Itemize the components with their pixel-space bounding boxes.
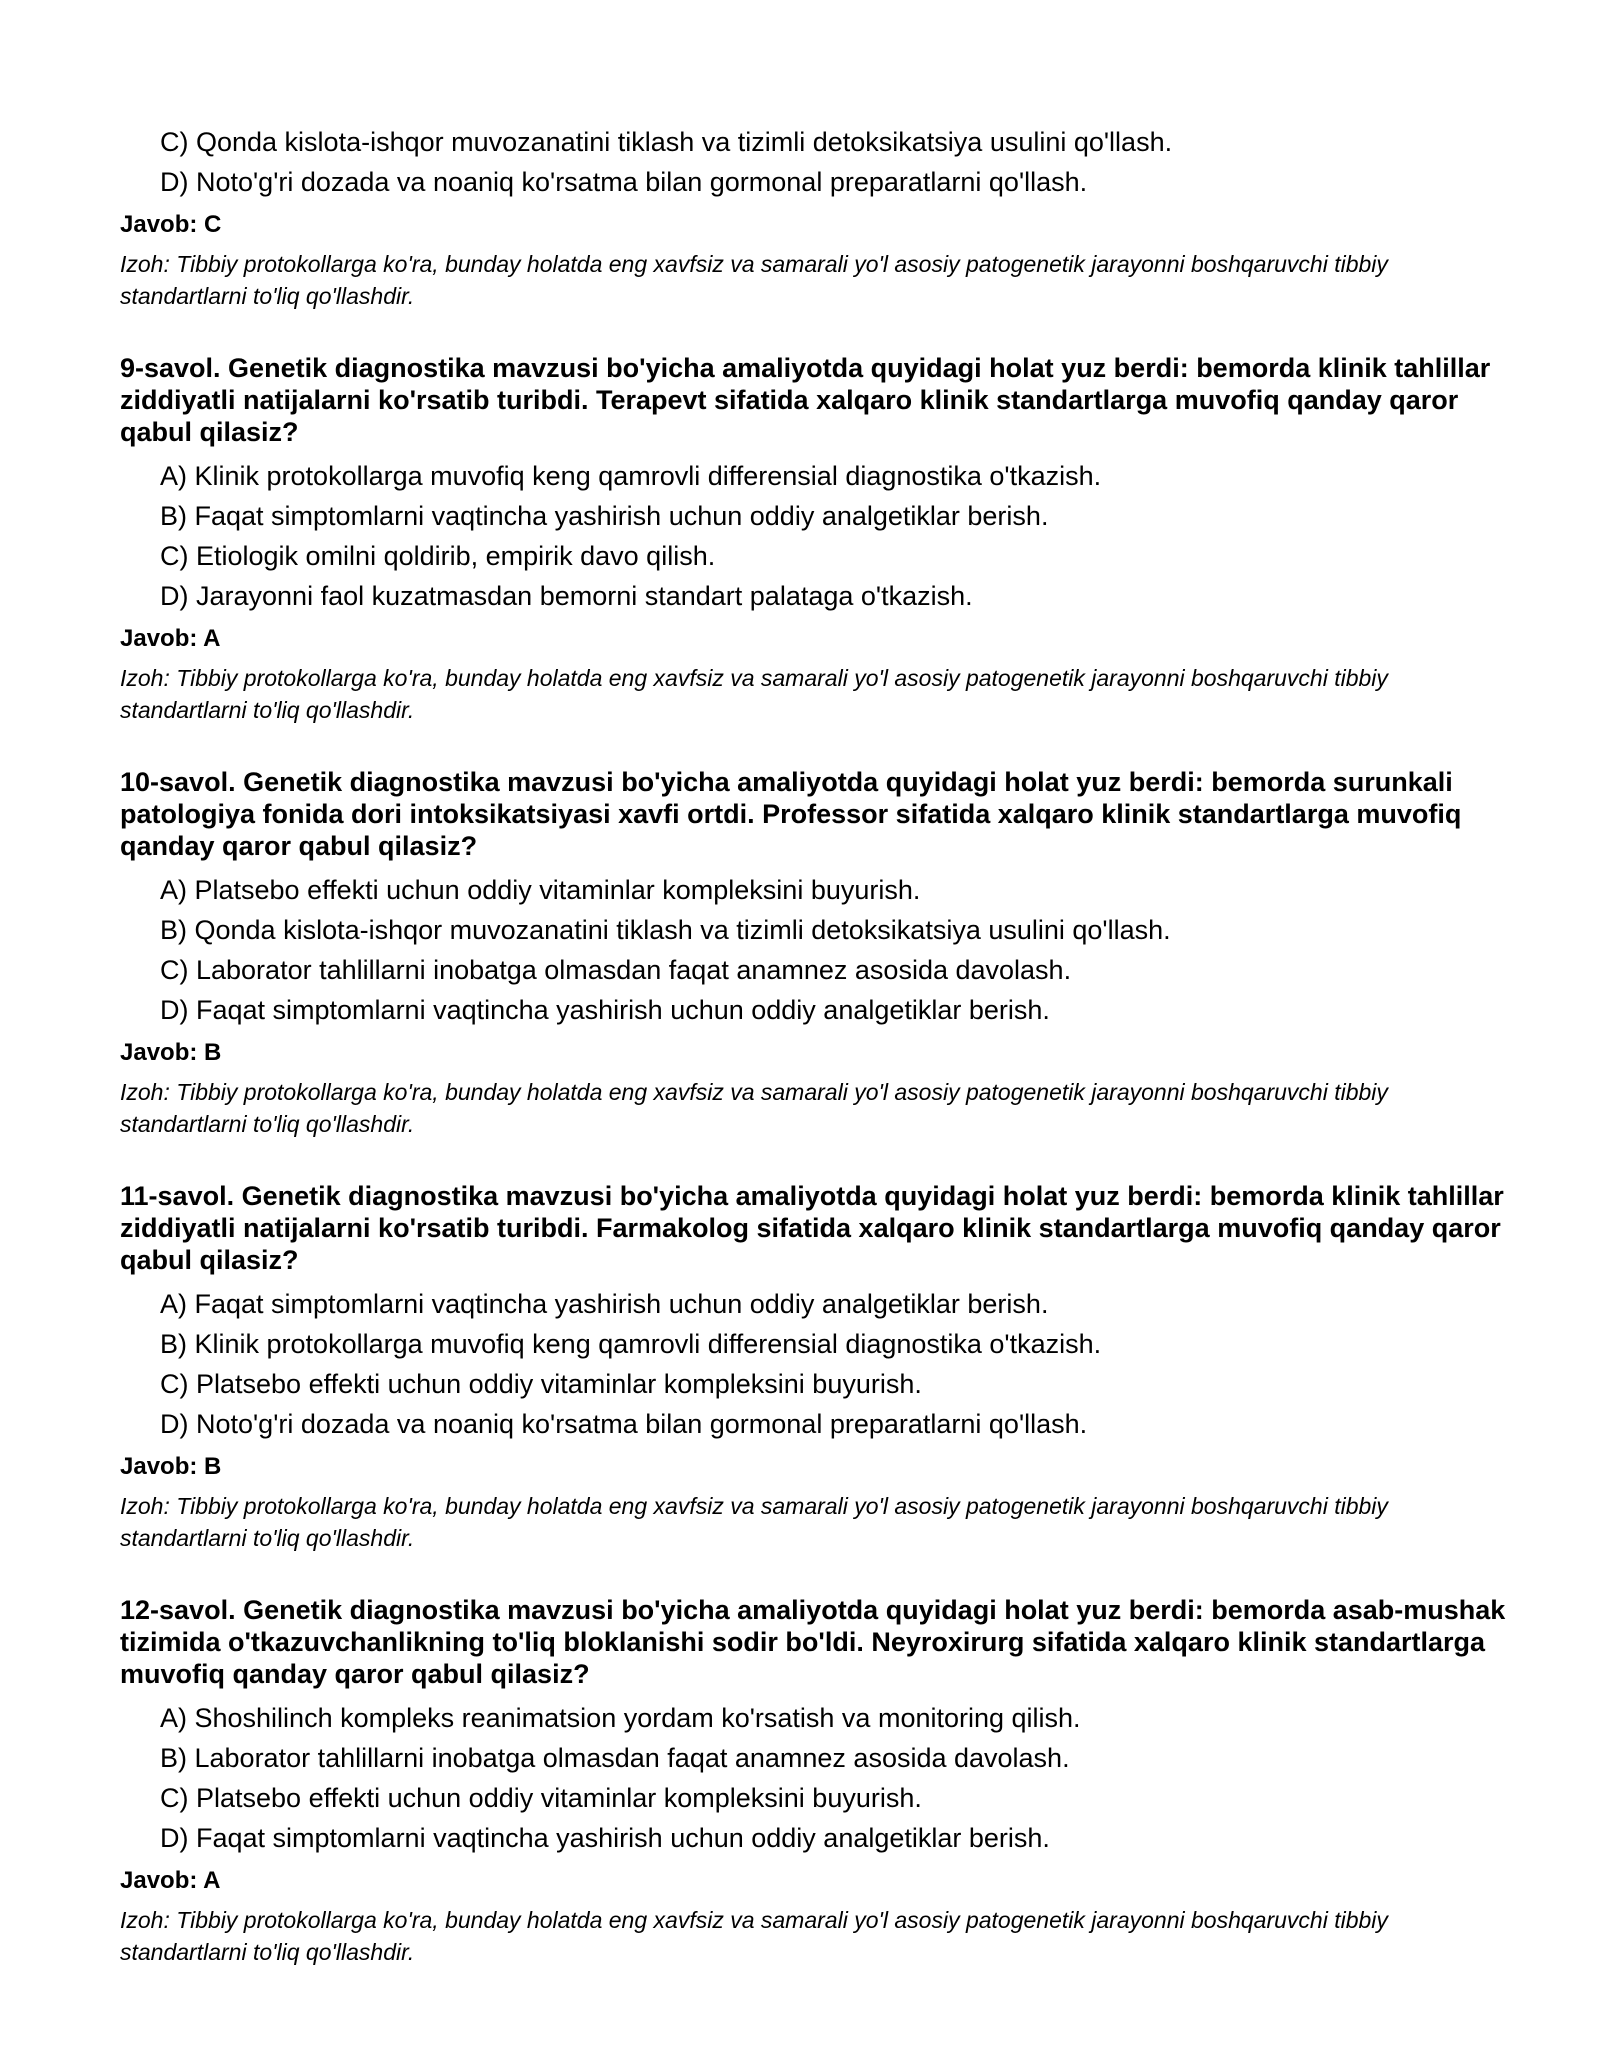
option-b: B) Laborator tahlillarni inobatga olmasdan faqat anamnez asosida davolash. bbox=[160, 1743, 1070, 1773]
option-c: C) Laborator tahlillarni inobatga olmasdan faqat anamnez asosida davolash. bbox=[160, 955, 1072, 985]
explanation-note: Izoh: Tibbiy protokollarga ko'ra, bunday holatda eng xavfsiz va samarali yo'l asosiy patogenetik jarayonni boshqaruvchi tibbiy standartlarni to'liq qo'llashdir. bbox=[120, 251, 1388, 309]
question-10 bbox=[120, 766, 1520, 1140]
question-text: 12-savol. Genetik diagnostika mavzusi bo'yicha amaliyotda quyidagi holat yuz berdi: bemorda asab-mushak tizimida o'tkazuvchanlikning to'liq bloklanishi sodir bo'ldi. Neyroxirurg sifatida xalqaro klinik standartlarga muvofiq qanday qaror qabul qilasiz? bbox=[120, 1595, 1506, 1689]
option-b: B) Faqat simptomlarni vaqtincha yashirish uchun oddiy analgetiklar berish. bbox=[160, 501, 1049, 531]
option-d: D) Faqat simptomlarni vaqtincha yashirish uchun oddiy analgetiklar berish. bbox=[160, 1823, 1050, 1853]
question-9 bbox=[120, 352, 1520, 726]
answer-label: Javob: A bbox=[120, 625, 221, 652]
explanation-note: Izoh: Tibbiy protokollarga ko'ra, bunday holatda eng xavfsiz va samarali yo'l asosiy patogenetik jarayonni boshqaruvchi tibbiy standartlarni to'liq qo'llashdir. bbox=[120, 665, 1388, 723]
question-text: 9-savol. Genetik diagnostika mavzusi bo'yicha amaliyotda quyidagi holat yuz berdi: bemorda klinik tahlillar ziddiyatli natijalarni ko'rsatib turibdi. Terapevt sifatida xalqaro klinik standartlarga muvofiq qanday qaror qabul qilasiz? bbox=[120, 353, 1491, 447]
answer-label: Javob: B bbox=[120, 1453, 222, 1480]
option-b: B) Qonda kislota-ishqor muvozanatini tiklash va tizimli detoksikatsiya usulini qo'llash. bbox=[160, 915, 1171, 945]
option-d: D) Noto'g'ri dozada va noaniq ko'rsatma bilan gormonal preparatlarni qo'llash. bbox=[160, 167, 1088, 197]
option-a: A) Shoshilinch kompleks reanimatsion yordam ko'rsatish va monitoring qilish. bbox=[160, 1703, 1081, 1733]
question-11 bbox=[120, 1180, 1520, 1554]
option-a: A) Faqat simptomlarni vaqtincha yashirish uchun oddiy analgetiklar berish. bbox=[160, 1289, 1049, 1319]
option-a: A) Platsebo effekti uchun oddiy vitaminlar kompleksini buyurish. bbox=[160, 875, 921, 905]
option-c: C) Platsebo effekti uchun oddiy vitaminlar kompleksini buyurish. bbox=[160, 1369, 922, 1399]
option-d: D) Jarayonni faol kuzatmasdan bemorni standart palataga o'tkazish. bbox=[160, 581, 973, 611]
option-b: B) Klinik protokollarga muvofiq keng qamrovli differensial diagnostika o'tkazish. bbox=[160, 1329, 1102, 1359]
option-d: D) Noto'g'ri dozada va noaniq ko'rsatma bilan gormonal preparatlarni qo'llash. bbox=[160, 1409, 1088, 1439]
question-text: 11-savol. Genetik diagnostika mavzusi bo'yicha amaliyotda quyidagi holat yuz berdi: bemorda klinik tahlillar ziddiyatli natijalarni ko'rsatib turibdi. Farmakolog sifatida xalqaro klinik standartlarga muvofiq qanday qaror qabul qilasiz? bbox=[120, 1181, 1504, 1275]
continued-question bbox=[120, 122, 1520, 312]
answer-label: Javob: B bbox=[120, 1039, 222, 1066]
option-c: C) Qonda kislota-ishqor muvozanatini tiklash va tizimli detoksikatsiya usulini qo'llash. bbox=[160, 127, 1173, 157]
answer-label: Javob: C bbox=[120, 211, 222, 238]
question-text: 10-savol. Genetik diagnostika mavzusi bo'yicha amaliyotda quyidagi holat yuz berdi: bemorda surunkali patologiya fonida dori intoksikatsiyasi xavfi ortdi. Professor sifatida xalqaro klinik standartlarga muvofiq qanday qaror qabul qilasiz? bbox=[120, 767, 1462, 861]
option-a: A) Klinik protokollarga muvofiq keng qamrovli differensial diagnostika o'tkazish. bbox=[160, 461, 1102, 491]
question-12 bbox=[120, 1594, 1520, 1968]
option-c: C) Platsebo effekti uchun oddiy vitaminlar kompleksini buyurish. bbox=[160, 1783, 922, 1813]
option-d: D) Faqat simptomlarni vaqtincha yashirish uchun oddiy analgetiklar berish. bbox=[160, 995, 1050, 1025]
option-c: C) Etiologik omilni qoldirib, empirik davo qilish. bbox=[160, 541, 716, 571]
explanation-note: Izoh: Tibbiy protokollarga ko'ra, bunday holatda eng xavfsiz va samarali yo'l asosiy patogenetik jarayonni boshqaruvchi tibbiy standartlarni to'liq qo'llashdir. bbox=[120, 1907, 1388, 1965]
explanation-note: Izoh: Tibbiy protokollarga ko'ra, bunday holatda eng xavfsiz va samarali yo'l asosiy patogenetik jarayonni boshqaruvchi tibbiy standartlarni to'liq qo'llashdir. bbox=[120, 1079, 1388, 1137]
answer-label: Javob: A bbox=[120, 1867, 221, 1894]
explanation-note: Izoh: Tibbiy protokollarga ko'ra, bunday holatda eng xavfsiz va samarali yo'l asosiy patogenetik jarayonni boshqaruvchi tibbiy standartlarni to'liq qo'llashdir. bbox=[120, 1493, 1388, 1551]
